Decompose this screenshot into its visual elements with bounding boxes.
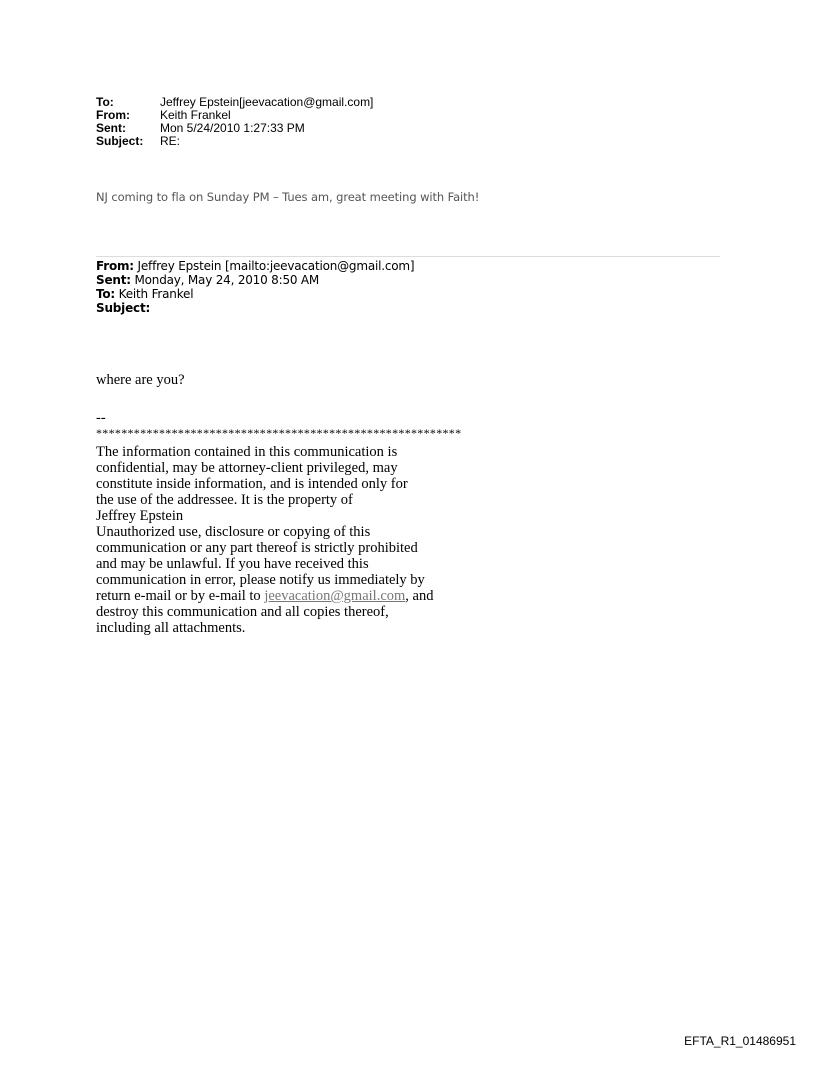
- sent-label: Sent:: [96, 121, 126, 135]
- from-label: From:: [96, 108, 130, 122]
- header-subject-row: [96, 135, 373, 148]
- sent-value: Mon 5/24/2010 1:27:33 PM: [160, 121, 305, 135]
- quote-separator: [96, 256, 720, 257]
- disclaimer-line-with-link: [96, 588, 461, 604]
- disclaimer-line-suffix: , and: [405, 588, 434, 604]
- quoted-header: [96, 259, 414, 315]
- disclaimer-line: confidential, may be attorney-client privileged, may: [96, 460, 398, 476]
- signature-dash: --: [96, 410, 106, 426]
- quoted-sent-value: Monday, May 24, 2010 8:50 AM: [130, 273, 320, 287]
- reply-body-text: NJ coming to fla on Sunday PM – Tues am, great meeting with Faith!: [96, 190, 480, 204]
- quoted-from-row: [96, 259, 414, 273]
- subject-label: Subject:: [96, 134, 144, 148]
- disclaimer-line: destroy this communication and all copies thereof,: [96, 604, 389, 620]
- quoted-sent-label: Sent:: [96, 273, 131, 287]
- signature-block: [96, 412, 461, 636]
- disclaimer-line: the use of the addressee. It is the property of: [96, 492, 353, 508]
- disclaimer-line: including all attachments.: [96, 620, 246, 636]
- disclaimer-line: Jeffrey Epstein: [96, 508, 184, 524]
- email-header: [96, 96, 373, 148]
- to-label: To:: [96, 95, 114, 109]
- quoted-to-label: To:: [96, 287, 116, 301]
- disclaimer-line: Unauthorized use, disclosure or copying of this: [96, 524, 371, 540]
- subject-value: RE:: [160, 134, 181, 148]
- disclaimer-line: constitute inside information, and is intended only for: [96, 476, 408, 492]
- email-link[interactable]: jeevacation@gmail.com: [264, 588, 406, 604]
- disclaimer-line: communication or any part thereof is strictly prohibited: [96, 540, 418, 556]
- disclaimer-line: communication in error, please notify us immediately by: [96, 572, 425, 588]
- signature-stars: **********************************************************: [96, 426, 462, 440]
- disclaimer-line-prefix: return e-mail or by e-mail to: [96, 588, 265, 604]
- quoted-to-row: [96, 287, 414, 301]
- to-value: Jeffrey Epstein[jeevacation@gmail.com]: [160, 95, 374, 109]
- original-body-text: where are you?: [96, 372, 185, 388]
- quoted-subject-row: [96, 301, 414, 315]
- disclaimer-line: and may be unlawful. If you have received this: [96, 556, 369, 572]
- from-value: Keith Frankel: [160, 108, 231, 122]
- quoted-sent-row: [96, 273, 414, 287]
- disclaimer-line: The information contained in this communication is: [96, 444, 398, 460]
- document-id: EFTA_R1_01486951: [684, 1034, 796, 1048]
- header-to-row: [96, 96, 373, 109]
- quoted-from-value: Jeffrey Epstein [mailto:jeevacation@gmail.com]: [133, 259, 415, 273]
- quoted-from-label: From:: [96, 259, 134, 273]
- quoted-subject-label: Subject:: [96, 301, 151, 315]
- quoted-to-value: Keith Frankel: [115, 287, 194, 301]
